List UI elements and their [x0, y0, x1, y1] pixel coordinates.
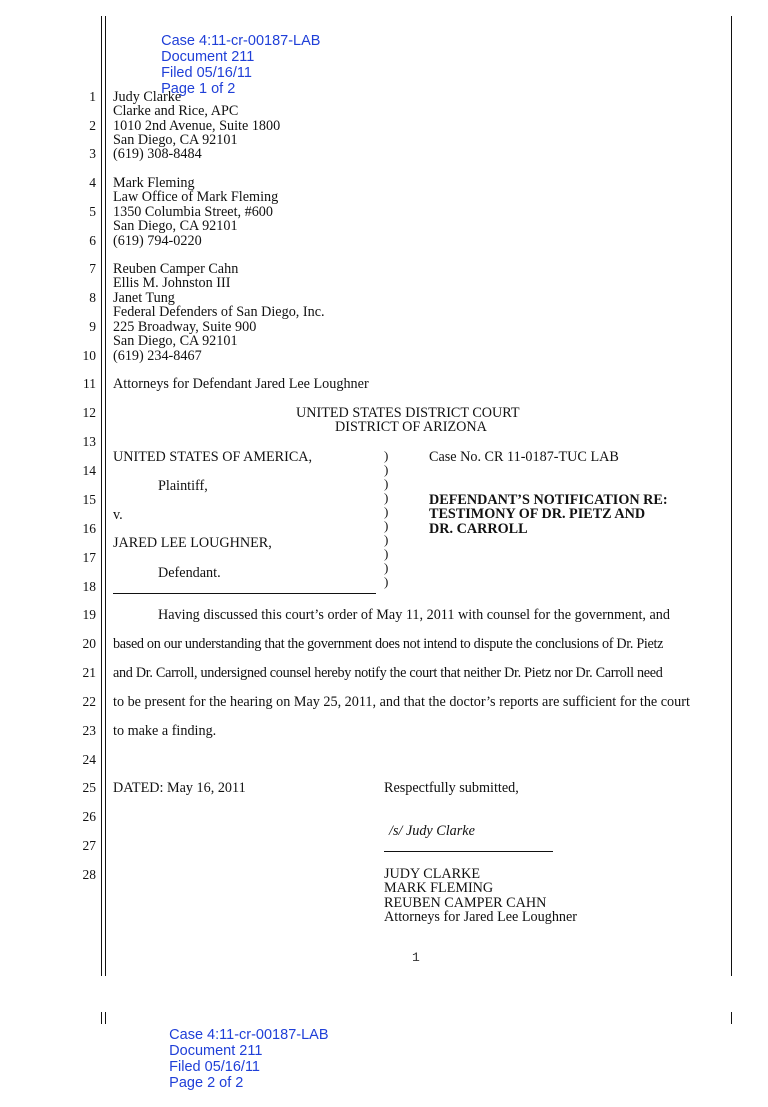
signature-line	[384, 851, 553, 852]
line-number: 10	[82, 348, 96, 363]
caption-paren: )	[384, 518, 389, 533]
counsel-line: Janet Tung	[113, 290, 175, 306]
line-number: 13	[82, 434, 96, 449]
signer-line: Attorneys for Jared Lee Loughner	[384, 909, 578, 925]
caption-paren: )	[384, 504, 389, 519]
counsel-line: 1010 2nd Avenue, Suite 1800	[113, 118, 281, 134]
header-page-count: Page 1 of 2	[161, 81, 236, 97]
respectfully-submitted: Respectfully submitted,	[384, 780, 519, 796]
caption-paren: )	[384, 462, 389, 477]
page2-left-rule-outer	[101, 1012, 102, 1024]
page2-left-rule-inner	[105, 1012, 106, 1024]
header-document-number: Document 211	[161, 49, 255, 65]
header-filed-date: Filed 05/16/11	[169, 1059, 260, 1075]
counsel-line: Judy Clarke	[113, 89, 182, 105]
line-number: 20	[82, 636, 96, 651]
counsel-line: (619) 308-8484	[113, 146, 202, 162]
line-number: 23	[82, 723, 96, 738]
line-number: 21	[82, 665, 96, 680]
plaintiff-name: UNITED STATES OF AMERICA,	[113, 449, 313, 465]
counsel-line: San Diego, CA 92101	[113, 132, 238, 148]
line-number: 28	[82, 867, 96, 882]
counsel-line: San Diego, CA 92101	[113, 218, 238, 234]
line-number: 9	[89, 319, 96, 334]
line-number: 26	[82, 809, 96, 824]
caption-paren: )	[384, 546, 389, 561]
signature: /s/ Judy Clarke	[389, 823, 475, 839]
line-number: 25	[82, 780, 96, 795]
header-document-number: Document 211	[169, 1043, 263, 1059]
attorneys-for-line: Attorneys for Defendant Jared Lee Loughner	[113, 376, 369, 392]
court-name: UNITED STATES DISTRICT COURT	[296, 405, 520, 421]
left-margin-rule-inner	[105, 16, 106, 976]
left-margin-rule-outer	[101, 16, 102, 976]
body-line: to make a finding.	[113, 723, 217, 739]
caption-underline	[113, 593, 376, 594]
document-title-line: TESTIMONY OF DR. PIETZ AND	[429, 506, 646, 522]
header-case-number: Case 4:11-cr-00187-LAB	[169, 1027, 329, 1043]
counsel-line: 1350 Columbia Street, #600	[113, 204, 273, 220]
page2-filing-header	[145, 1011, 339, 1107]
counsel-line: San Diego, CA 92101	[113, 333, 238, 349]
signer-line: JUDY CLARKE	[384, 866, 481, 882]
line-number: 17	[82, 550, 96, 565]
dated-line: DATED: May 16, 2011	[113, 780, 246, 796]
header-page-count: Page 2 of 2	[169, 1075, 244, 1091]
caption-paren: )	[384, 476, 389, 491]
signer-line: REUBEN CAMPER CAHN	[384, 895, 547, 911]
body-line: to be present for the hearing on May 25, 2011, and that the doctor’s reports are sufficient for the court	[113, 694, 690, 710]
caption-paren: )	[384, 574, 389, 589]
body-line: Having discussed this court’s order of May 11, 2011 with counsel for the government, and	[158, 607, 670, 623]
case-number: Case No. CR 11-0187-TUC LAB	[429, 449, 619, 465]
line-number: 1	[89, 89, 96, 104]
line-number: 6	[89, 233, 96, 248]
counsel-line: 225 Broadway, Suite 900	[113, 319, 257, 335]
signer-line: MARK FLEMING	[384, 880, 494, 896]
caption-paren: )	[384, 560, 389, 575]
caption-paren: )	[384, 532, 389, 547]
header-filed-date: Filed 05/16/11	[161, 65, 252, 81]
line-number: 3	[89, 146, 96, 161]
line-number: 14	[82, 463, 96, 478]
line-number: 19	[82, 607, 96, 622]
header-case-number: Case 4:11-cr-00187-LAB	[161, 33, 321, 49]
court-district: DISTRICT OF ARIZONA	[335, 419, 487, 435]
right-margin-rule	[731, 16, 732, 976]
defendant-role: Defendant.	[158, 565, 221, 581]
caption-paren: )	[384, 448, 389, 463]
defendant-name: JARED LEE LOUGHNER,	[113, 535, 272, 551]
counsel-line: Mark Fleming	[113, 175, 195, 191]
line-number: 18	[82, 579, 96, 594]
line-number: 11	[83, 376, 96, 391]
document-title-line: DEFENDANT’S NOTIFICATION RE:	[429, 492, 668, 508]
counsel-line: Clarke and Rice, APC	[113, 103, 239, 119]
line-number: 16	[82, 521, 96, 536]
line-number: 8	[89, 290, 96, 305]
counsel-line: (619) 234-8467	[113, 348, 202, 364]
body-line: and Dr. Carroll, undersigned counsel hereby notify the court that neither Dr. Pietz nor Dr. Carroll need	[113, 665, 663, 681]
caption-paren: )	[384, 490, 389, 505]
counsel-line: (619) 794-0220	[113, 233, 202, 249]
line-number: 27	[82, 838, 96, 853]
body-line: based on our understanding that the government does not intend to dispute the conclusions of Dr. Pietz	[113, 636, 664, 652]
counsel-line: Reuben Camper Cahn	[113, 261, 239, 277]
line-number: 2	[89, 118, 96, 133]
line-number: 12	[82, 405, 96, 420]
counsel-line: Ellis M. Johnston III	[113, 275, 231, 291]
line-number: 22	[82, 694, 96, 709]
counsel-line: Law Office of Mark Fleming	[113, 189, 279, 205]
plaintiff-role: Plaintiff,	[158, 478, 208, 494]
line-number: 24	[82, 752, 96, 767]
page-number: 1	[412, 950, 420, 965]
counsel-line: Federal Defenders of San Diego, Inc.	[113, 304, 325, 320]
document-title-line: DR. CARROLL	[429, 521, 528, 537]
line-number: 7	[89, 261, 96, 276]
line-number: 4	[89, 175, 96, 190]
versus-label: v.	[113, 507, 123, 523]
page2-right-rule	[731, 1012, 732, 1024]
line-number: 15	[82, 492, 96, 507]
line-number: 5	[89, 204, 96, 219]
